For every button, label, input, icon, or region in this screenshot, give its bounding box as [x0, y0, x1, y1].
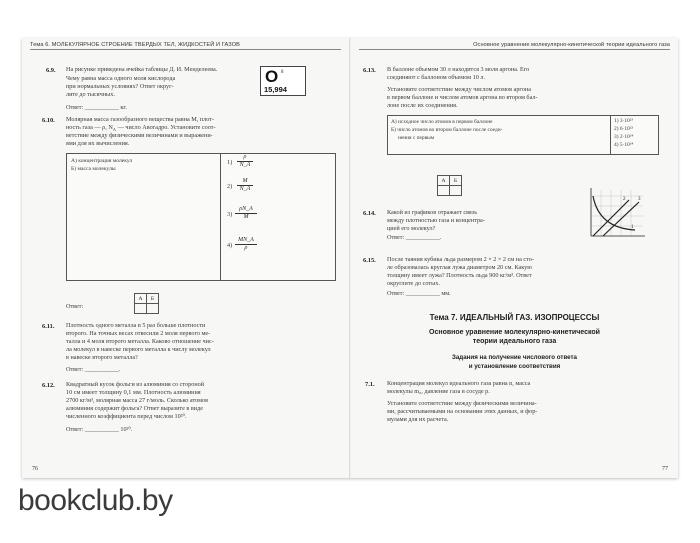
- problem-6-9-line: На рисунке приведена ячейка таблицы Д. И. Менделеева.: [66, 66, 218, 73]
- problem-6-12-number: 6.12.: [42, 382, 55, 389]
- problem-6-9-line: Чему равна масса одного моля кислорода: [66, 75, 176, 82]
- right-running-header: Основное уравнение молекулярно-кинетической теории идеального газа: [359, 42, 670, 50]
- answer-grid-header: Б: [450, 176, 462, 186]
- matching-table-6-10: [66, 153, 336, 281]
- answer-cell-b[interactable]: [450, 186, 462, 196]
- problem-6-15-line: толщину имеет лужа? Плотность льда 900 кг/м³. Ответ: [387, 272, 532, 279]
- problem-6-10-line: ями для их вычисления.: [66, 140, 130, 147]
- answer-grid-6-13: [437, 175, 462, 196]
- problem-7-1-line: ми, рассчитываемыми на основании этих данных, и фор-: [387, 408, 538, 415]
- problem-6-15-answer: Ответ: ___________ мм.: [387, 290, 451, 297]
- problem-6-10-line: ность газа — ρ, $N_A$ — число Авогадро. Установите соот-: [66, 124, 216, 133]
- formula-option-2: $\frac{M}{N\_A}$: [237, 178, 253, 192]
- problem-6-10-number: 6.10.: [42, 117, 55, 124]
- graph-label: 2: [623, 197, 626, 202]
- problem-6-10-line: Молярная масса газообразного вещества равна M, плот-: [66, 116, 215, 123]
- option-number: 3): [227, 211, 233, 218]
- problem-6-11-number: 6.11.: [42, 323, 55, 330]
- graph-label: 1: [631, 225, 634, 230]
- matching-right-item: 3) 2·10²⁴: [614, 134, 634, 140]
- periodic-table-cell-oxygen: [260, 66, 306, 96]
- problem-6-14-line: между плотностью газа и концентра-: [387, 217, 485, 224]
- problem-6-14-line: Какой из графиков отражает связь: [387, 209, 478, 216]
- option-number: 4): [227, 242, 233, 249]
- problem-6-10-answer: Ответ:: [66, 303, 84, 310]
- formula-option-4: $\frac{MN\_A}{\rho}$: [235, 237, 257, 251]
- problem-7-1-line: молекулы m₀, давление газа в сосуде p.: [387, 388, 490, 395]
- matching-left-item: А) концентрация молекул: [71, 158, 133, 164]
- right-page: [351, 38, 678, 478]
- problem-6-15-line: ле образовалась круглая лужа диаметром 20 см. Какую: [387, 264, 532, 271]
- problem-6-13-line: в первом баллоне и числом атомов аргона во втором бал-: [387, 94, 538, 101]
- problem-7-1-number: 7.1.: [365, 381, 375, 388]
- matching-right-item: 2) 6·10²³: [614, 126, 633, 132]
- problem-6-13-number: 6.13.: [363, 67, 376, 74]
- problem-6-9-line: лите до тысячных.: [66, 91, 115, 98]
- tasks-section-title: и установление соответствия: [468, 363, 561, 370]
- problem-6-12-line: 10 см имеет толщину 0,1 мм. Плотность алюминия: [66, 389, 201, 396]
- subtheme-title: Основное уравнение молекулярно-кинетической: [429, 329, 600, 336]
- problem-6-15-line: округлите до сотых.: [387, 280, 440, 287]
- problem-6-11-line: Плотность одного металла в 5 раз больше плотности: [66, 322, 206, 329]
- matching-right-item: 4) 5·10²⁴: [614, 142, 634, 148]
- answer-cell-b[interactable]: [147, 304, 159, 314]
- problem-7-1-line: Концентрация молекул идеального газа равна n, масса: [387, 380, 531, 387]
- element-atomic-number: 8: [281, 70, 284, 75]
- problem-6-12-line: Квадратный кусок фольги из алюминия со стороной: [66, 381, 205, 388]
- problem-6-13-line: В баллоне объемом 30 л находится 3 моля аргона. Его: [387, 66, 530, 73]
- option-number: 1): [227, 159, 233, 166]
- matching-left-item: нения с первым: [398, 135, 435, 141]
- matching-table-6-13: [387, 115, 659, 155]
- density-concentration-graphs: [585, 186, 647, 244]
- matching-left-item: Б) масса молекулы: [71, 166, 116, 172]
- problem-6-9-line: при нормальных условиях? Ответ округ-: [66, 83, 174, 90]
- problem-6-13-line: Установите соответствие между числом атомов аргона: [387, 86, 531, 93]
- element-atomic-mass: 15,994: [264, 85, 287, 94]
- problem-6-12-line: алюминия содержит фольга? Ответ выразите в виде: [66, 405, 203, 412]
- problem-6-14-answer: Ответ: ___________.: [387, 234, 442, 241]
- problem-6-13-line: соединяют с баллоном объемом 10 л.: [387, 74, 486, 81]
- problem-6-11-line: ла молекул в навеске первого металла к числу молекул: [66, 346, 211, 353]
- graph-label: 3: [638, 197, 641, 202]
- matching-left-item: А) исходное число атомов в первом баллоне: [391, 119, 493, 125]
- matching-right-item: 1) 3·10²³: [614, 118, 633, 124]
- problem-6-9-answer: Ответ: ___________ кг.: [66, 104, 127, 111]
- site-watermark: bookclub.by: [18, 484, 173, 517]
- problem-6-13-line: лоне после их соединения.: [387, 102, 458, 109]
- book-spread: [22, 38, 678, 478]
- problem-6-15-line: После таяния кубика льда размером 2 × 2 × 2 см на сто-: [387, 256, 534, 263]
- problem-7-1-line: Установите соответствие между физическими величина-: [387, 400, 537, 407]
- left-page: [22, 38, 349, 478]
- matching-left-item: Б) число атомов во втором баллоне после соеди-: [391, 127, 503, 133]
- theme-title: Тема 7. ИДЕАЛЬНЫЙ ГАЗ. ИЗОПРОЦЕССЫ: [429, 313, 600, 322]
- left-page-number: 76: [32, 466, 38, 472]
- answer-grid-6-10: [134, 293, 159, 314]
- problem-6-10-line: ветствие между физическими величинами и выражени-: [66, 132, 213, 139]
- formula-option-1: $\frac{\rho}{N\_A}$: [237, 154, 253, 168]
- problem-6-12-answer: Ответ: ___________ 10²⁰.: [66, 426, 133, 433]
- option-number: 2): [227, 183, 233, 190]
- answer-grid-header: А: [438, 176, 450, 186]
- problem-6-11-line: в навеске второго металла?: [66, 354, 138, 361]
- problem-7-1-line: мулами для их расчета.: [387, 416, 449, 423]
- problem-6-12-line: численного коэффициента перед числом 10²⁰.: [66, 413, 187, 420]
- element-symbol: O: [265, 67, 279, 86]
- problem-6-9-number: 6.9.: [46, 67, 56, 74]
- problem-6-11-answer: Ответ: ___________.: [66, 366, 121, 373]
- right-page-number: 77: [662, 466, 668, 472]
- tasks-section-title: Задания на получение числового ответа: [451, 354, 577, 361]
- answer-grid-header: Б: [147, 294, 159, 304]
- answer-cell-a[interactable]: [135, 304, 147, 314]
- subtheme-title: теории идеального газа: [472, 338, 557, 345]
- answer-cell-a[interactable]: [438, 186, 450, 196]
- problem-6-14-number: 6.14.: [363, 210, 376, 217]
- problem-6-11-line: второго. На точных весах отвесили 2 моля первого ме-: [66, 330, 211, 337]
- formula-option-3: $\frac{\rho N\_A}{M}$: [235, 206, 257, 220]
- problem-6-12-line: 2700 кг/м³, молярная масса 27 г/моль. Сколько атомов: [66, 397, 209, 404]
- answer-grid-header: А: [135, 294, 147, 304]
- problem-6-11-line: талла и 4 моля второго металла. Каково отношение чис-: [66, 338, 214, 345]
- left-running-header: Тема 6. МОЛЕКУЛЯРНОЕ СТРОЕНИЕ ТВЕРДЫХ ТЕЛ, ЖИДКОСТЕЙ И ГАЗОВ: [30, 42, 341, 50]
- problem-6-15-number: 6.15.: [363, 257, 376, 264]
- problem-6-14-line: цией его молекул?: [387, 225, 436, 232]
